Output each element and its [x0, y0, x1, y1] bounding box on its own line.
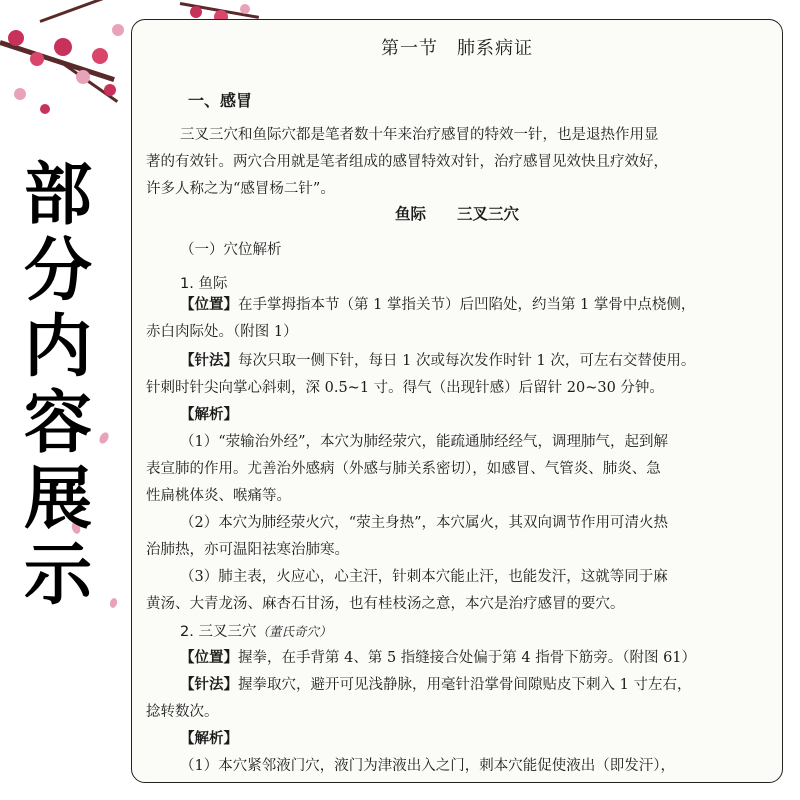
- method-tag: 【针法】: [180, 353, 238, 369]
- method-text: 针刺时针尖向掌心斜刺，深 0.5~1 寸。得气（出现针感）后留针 20~30 分钟。: [146, 380, 664, 396]
- analysis-line: （1）“荥输治外经”，本穴为肺经荥穴，能疏通肺经经气，调理肺气，起到解: [180, 434, 669, 450]
- item-heading: 1. 鱼际: [180, 276, 228, 292]
- position-text: 赤白肉际处。（附图 1）: [146, 324, 298, 340]
- paragraph-position: [180, 645, 696, 672]
- position-text: 在手掌拇指本节（第 1 掌指关节）后凹陷处，约当第 1 掌骨中点桡侧，: [238, 297, 696, 313]
- side-title: [18, 158, 98, 614]
- method-tag: 【针法】: [180, 677, 238, 693]
- analysis-line: 治肺热，亦可温阳祛寒治肺寒。: [146, 542, 349, 558]
- analysis-line: （1）本穴紧邻液门穴，液门为津液出入之门，刺本穴能促使液出（即发汗），: [180, 758, 675, 774]
- side-title-char: 分: [23, 232, 92, 311]
- paragraph-method: [180, 348, 695, 375]
- side-title-char: 示: [23, 536, 92, 615]
- side-title-char: 展: [23, 460, 92, 539]
- book-page: [131, 19, 783, 783]
- analysis-line: （3）肺主表，火应心，心主汗，针刺本穴能止汗，也能发汗，这就等同于麻: [180, 569, 668, 585]
- analysis-tag: 【解析】: [180, 407, 238, 423]
- intro-line: 著的有效针。两穴合用就是笔者组成的感冒特效对针，治疗感冒见效快且疗效好，: [146, 154, 668, 170]
- section-heading: 一、感冒: [188, 91, 253, 110]
- intro-line: 许多人称之为“感冒杨二针”。: [146, 181, 335, 197]
- points-title: 鱼际 三叉三穴: [394, 205, 519, 223]
- analysis-line: 黄汤、大青龙汤、麻杏石甘汤，也有桂枝汤之意，本穴是治疗感冒的要穴。: [146, 596, 625, 612]
- item-heading: 2. 三叉三穴（董氏奇穴）: [180, 624, 332, 640]
- analysis-line: 表宣肺的作用。尤善治外感病（外感与肺关系密切），如感冒、气管炎、肺炎、急: [146, 461, 661, 477]
- paragraph-method: [180, 672, 691, 699]
- side-title-char: 容: [23, 384, 92, 463]
- position-text: 握拳，在手背第 4、第 5 指缝接合处偏于第 4 指骨下筋旁。（附图 61）: [238, 650, 697, 666]
- analysis-tag: 【解析】: [180, 731, 238, 747]
- paragraph-position: [180, 292, 695, 319]
- side-title-char: 部: [23, 156, 92, 235]
- analysis-line: （2）本穴为肺经荥火穴，“荥主身热”，本穴属火，其双向调节作用可清火热: [180, 515, 669, 531]
- side-title-char: 内: [23, 308, 92, 387]
- position-tag: 【位置】: [180, 297, 238, 313]
- method-text: 握拳取穴，避开可见浅静脉，用毫针沿掌骨间隙贴皮下刺入 1 寸左右，: [238, 677, 692, 693]
- intro-line: 三叉三穴和鱼际穴都是笔者数十年来治疗感冒的特效一针，也是退热作用显: [180, 127, 659, 143]
- subsection-heading: （一）穴位解析: [180, 242, 282, 258]
- chapter-title: 第一节 肺系病证: [381, 38, 533, 59]
- analysis-line: 性扁桃体炎、喉痛等。: [146, 488, 291, 504]
- method-text: 捻转数次。: [146, 704, 219, 720]
- position-tag: 【位置】: [180, 650, 238, 666]
- item-note: （董氏奇穴）: [256, 624, 332, 639]
- method-text: 每次只取一侧下针，每日 1 次或每次发作时针 1 次，可左右交替使用。: [238, 353, 696, 369]
